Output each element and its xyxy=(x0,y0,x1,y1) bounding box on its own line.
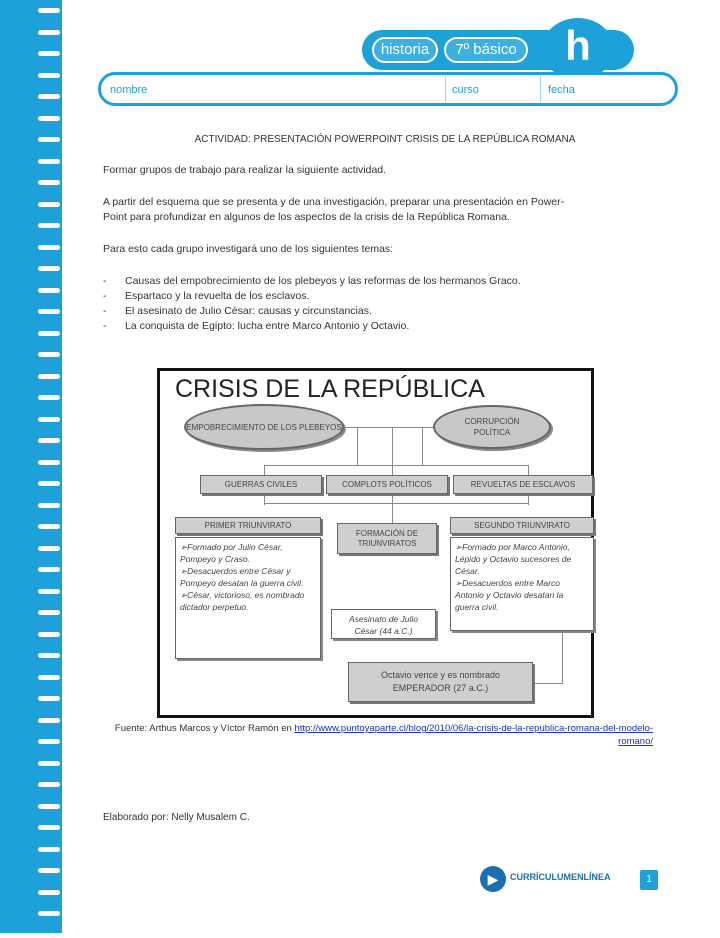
connector xyxy=(264,503,528,504)
effect-box: GUERRAS CIVILES xyxy=(200,475,322,494)
connector xyxy=(392,503,393,523)
cause-ellipse: CORRUPCIÓN POLÍTICA xyxy=(433,405,551,449)
binding-hole xyxy=(38,159,60,164)
binding-hole xyxy=(38,438,60,443)
binding-hole xyxy=(38,890,60,895)
binding-hole xyxy=(38,51,60,56)
binding-hole xyxy=(38,503,60,508)
binding-hole xyxy=(38,266,60,271)
author-credit: Elaborado por: Nelly Musalem C. xyxy=(103,812,250,823)
effect-box: COMPLOTS POLÍTICOS xyxy=(326,475,448,494)
instruction-paragraph: Para esto cada grupo investigará uno de los siguientes temas: xyxy=(103,243,394,255)
binding-hole xyxy=(38,352,60,357)
binding-hole xyxy=(38,589,60,594)
connector xyxy=(562,631,563,683)
diagram-title: CRISIS DE LA REPÚBLICA xyxy=(175,375,485,403)
topic-item: - La conquista de Egipto: lucha entre Marco Antonio y Octavio. xyxy=(103,320,410,332)
binding-hole xyxy=(38,632,60,637)
spiral-binding xyxy=(0,0,62,933)
binding-hole xyxy=(38,761,60,766)
instruction-paragraph: A partir del esquema que se presenta y de una investigación, preparar una presentación en Power- xyxy=(103,196,565,208)
binding-hole xyxy=(38,73,60,78)
binding-hole xyxy=(38,868,60,873)
connector xyxy=(532,683,563,684)
topic-item: - Causas del empobrecimiento de los plebeyos y las reformas de los hermanos Graco. xyxy=(103,275,521,287)
binding-hole xyxy=(38,288,60,293)
subject-logo: h xyxy=(542,18,614,80)
connector xyxy=(357,427,358,465)
binding-hole xyxy=(38,847,60,852)
binding-hole xyxy=(38,739,60,744)
binding-hole xyxy=(38,718,60,723)
binding-hole xyxy=(38,309,60,314)
binding-hole xyxy=(38,933,60,938)
binding-hole xyxy=(38,223,60,228)
binding-hole xyxy=(38,911,60,916)
binding-hole xyxy=(38,675,60,680)
connector xyxy=(422,427,423,465)
crisis-diagram xyxy=(157,368,594,718)
binding-hole xyxy=(38,331,60,336)
brand-name: CURRÍCULUMENLÍNEA xyxy=(510,872,611,882)
first-triumvirate-details: ➢Formado por Julio César, Pompeyo y Craso. ➢Desacuerdos entre César y Pompeyo desatan la guerra civil. ➢César, victorioso, es nombrado dictador perpetuo. xyxy=(175,537,321,659)
course-field-label: curso xyxy=(452,84,479,96)
activity-title: ACTIVIDAD: PRESENTACIÓN POWERPOINT CRISIS DE LA REPÚBLICA ROMANA xyxy=(194,134,576,145)
binding-hole xyxy=(38,653,60,658)
date-field-label: fecha xyxy=(548,84,575,96)
instruction-paragraph: Point para profundizar en algunos de los aspectos de la crisis de la República Romana. xyxy=(103,211,510,223)
binding-hole xyxy=(38,524,60,529)
page-number: 1 xyxy=(640,870,658,890)
binding-hole xyxy=(38,696,60,701)
student-info-bar xyxy=(98,72,678,106)
topic-item: - El asesinato de Julio César: causas y circunstancias. xyxy=(103,305,372,317)
second-triumvirate-header: SEGUNDO TRIUNVIRATO xyxy=(450,517,594,534)
topic-item: - Espartaco y la revuelta de los esclavos. xyxy=(103,290,310,302)
binding-hole xyxy=(38,804,60,809)
second-triumvirate-details: ➢Formado por Marco Antonio, Lépido y Octavio sucesores de César. ➢Desacuerdos entre Marco Antonio y Octavio desatan la guerra civil. xyxy=(450,537,594,631)
binding-hole xyxy=(38,825,60,830)
binding-hole xyxy=(38,245,60,250)
binding-hole xyxy=(38,460,60,465)
grade-badge: 7º básico xyxy=(444,37,528,63)
binding-hole xyxy=(38,137,60,142)
name-field-label: nombre xyxy=(110,84,148,96)
subject-badge: historia xyxy=(372,37,438,63)
binding-hole xyxy=(38,481,60,486)
binding-hole xyxy=(38,180,60,185)
binding-hole xyxy=(38,116,60,121)
source-citation: Fuente: Arthus Marcos y Víctor Ramón en http://www.puntoyaparte.cl/blog/2010/06/la-crisis-de-la-republica-romana-del-modelo-romano/ xyxy=(114,723,653,747)
binding-hole xyxy=(38,94,60,99)
cause-ellipse: EMPOBRECIMIENTO DE LOS PLEBEYOS xyxy=(184,404,344,450)
binding-hole xyxy=(38,8,60,13)
instruction-paragraph: Formar grupos de trabajo para realizar la siguiente actividad. xyxy=(103,164,387,176)
binding-hole xyxy=(38,567,60,572)
play-logo-icon: ▶ xyxy=(480,866,506,892)
binding-hole xyxy=(38,30,60,35)
murder-box: Asesinato de Julio César (44 a.C.) xyxy=(331,609,436,639)
binding-hole xyxy=(38,374,60,379)
first-triumvirate-header: PRIMER TRIUNVIRATO xyxy=(175,517,321,534)
source-link[interactable]: http://www.puntoyaparte.cl/blog/2010/06/la-crisis-de-la-republica-romana-del-modelo-romano/ xyxy=(294,723,653,747)
divider xyxy=(540,76,541,102)
divider xyxy=(445,76,446,102)
emperor-box: Octavio vence y es nombrado EMPERADOR (27 a.C.) xyxy=(348,662,533,702)
binding-hole xyxy=(38,395,60,400)
binding-hole xyxy=(38,546,60,551)
formation-box: FORMACIÓN DE TRIUNVIRATOS xyxy=(337,523,437,554)
binding-hole xyxy=(38,782,60,787)
binding-hole xyxy=(38,610,60,615)
binding-hole xyxy=(38,202,60,207)
binding-hole xyxy=(38,417,60,422)
connector xyxy=(264,465,528,466)
effect-box: REVUELTAS DE ESCLAVOS xyxy=(453,475,593,494)
